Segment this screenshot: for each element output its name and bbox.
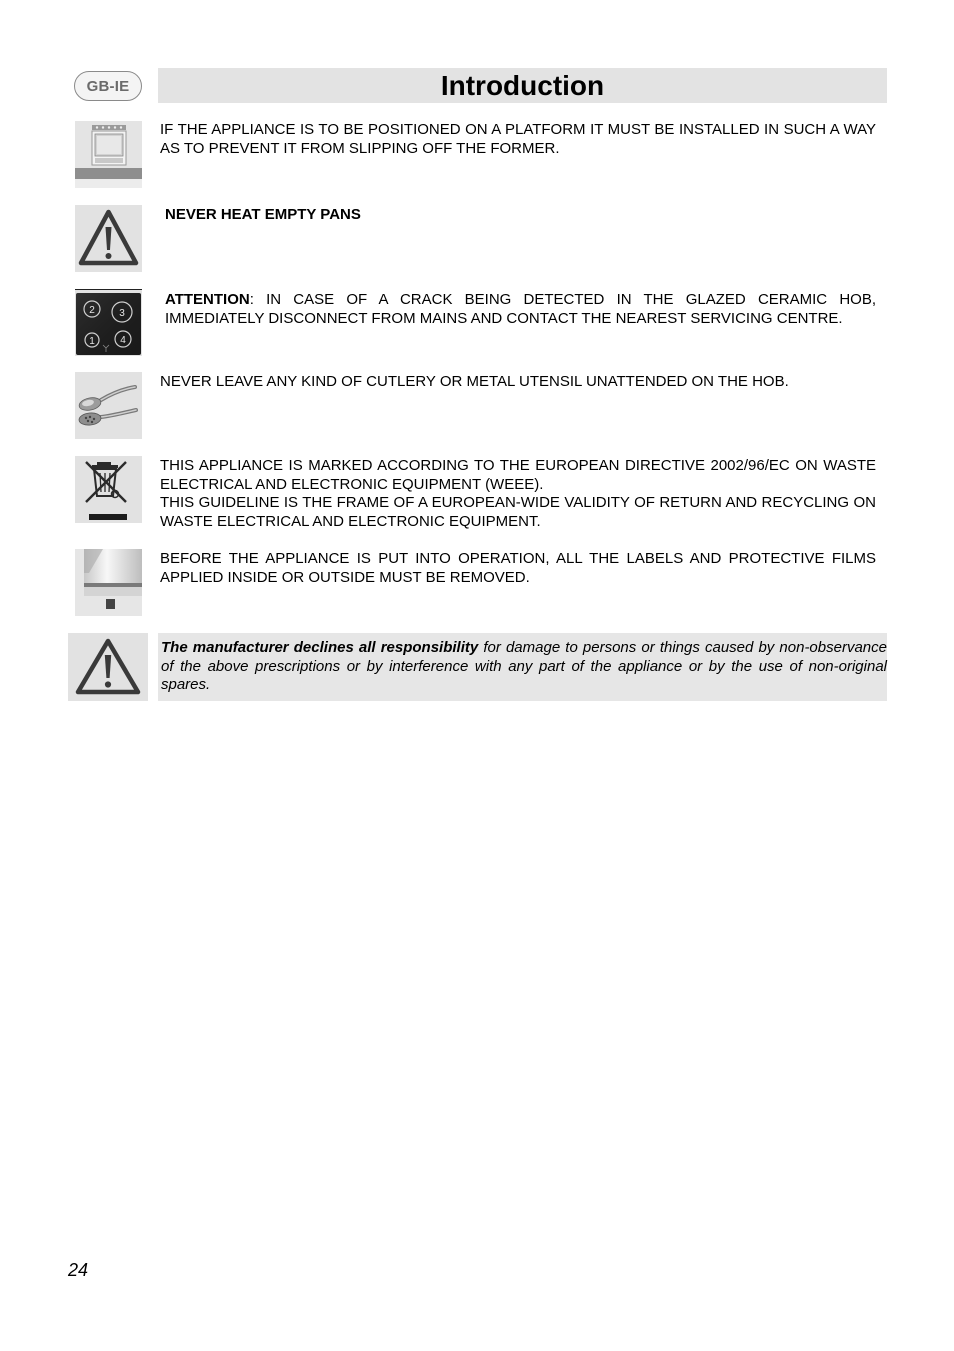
protective-films-text: BEFORE THE APPLIANCE IS PUT INTO OPERATION, ALL THE LABELS AND PROTECTIVE FILMS APPLIED INSIDE OR OUTSIDE MUST BE REMOVED.: [160, 550, 876, 586]
attention-label: ATTENTION: [165, 291, 250, 308]
hob-zone-3: 3: [119, 307, 125, 319]
cutlery-icon: [75, 372, 142, 439]
weee-crossed-bin-icon: [75, 456, 142, 523]
hob-zone-4: 4: [120, 334, 126, 346]
notice-bold-text: The manufacturer declines all responsibility: [161, 639, 479, 656]
cutlery-warning-text: NEVER LEAVE ANY KIND OF CUTLERY OR METAL UTENSIL UNATTENDED ON THE HOB.: [160, 373, 789, 390]
ceramic-hob-icon: [75, 289, 142, 356]
warning-triangle-icon: [75, 205, 142, 272]
hob-zone-2: 2: [89, 304, 95, 316]
notice-warning-triangle-icon: [68, 633, 148, 701]
page-number: 24: [68, 1260, 89, 1280]
cooker-on-platform-icon: [75, 121, 142, 188]
weee-guideline-text: THIS GUIDELINE IS THE FRAME OF A EUROPEAN-WIDE VALIDITY OF RETURN AND RECYCLING ON WASTE ELECTRICAL AND ELECTRONIC EQUIPMENT.: [160, 494, 876, 530]
ceramic-hob-warning: [165, 291, 876, 328]
ceramic-hob-warning-text: : IN CASE OF A CRACK BEING DETECTED IN THE GLAZED CERAMIC HOB, IMMEDIATELY DISCONNECT FROM MAINS AND CONTACT THE NEAREST SERVICING CENTRE.: [165, 291, 876, 327]
empty-pans-warning-text: NEVER HEAT EMPTY PANS: [165, 206, 361, 223]
platform-warning-text: IF THE APPLIANCE IS TO BE POSITIONED ON A PLATFORM IT MUST BE INSTALLED IN SUCH A WAY AS TO PREVENT IT FROM SLIPPING OFF THE FORMER.: [160, 121, 876, 157]
language-badge: [74, 71, 142, 101]
hob-zone-1: 1: [89, 335, 95, 347]
weee-directive-text: THIS APPLIANCE IS MARKED ACCORDING TO THE EUROPEAN DIRECTIVE 2002/96/EC ON WASTE ELECTRICAL AND ELECTRONIC EQUIPMENT (WEEE).: [160, 457, 876, 493]
weee-text: [160, 457, 876, 531]
notice-text: for damage to persons or things caused by non-observance of the above prescriptions or by interference with any part of the appliance or by the use of non-original spares.: [161, 639, 887, 693]
language-badge-label: GB-IE: [86, 77, 130, 95]
title-bar: [158, 68, 887, 103]
protective-film-icon: [75, 549, 142, 616]
manufacturer-notice: [158, 633, 887, 701]
page-title: Introduction: [440, 69, 605, 101]
